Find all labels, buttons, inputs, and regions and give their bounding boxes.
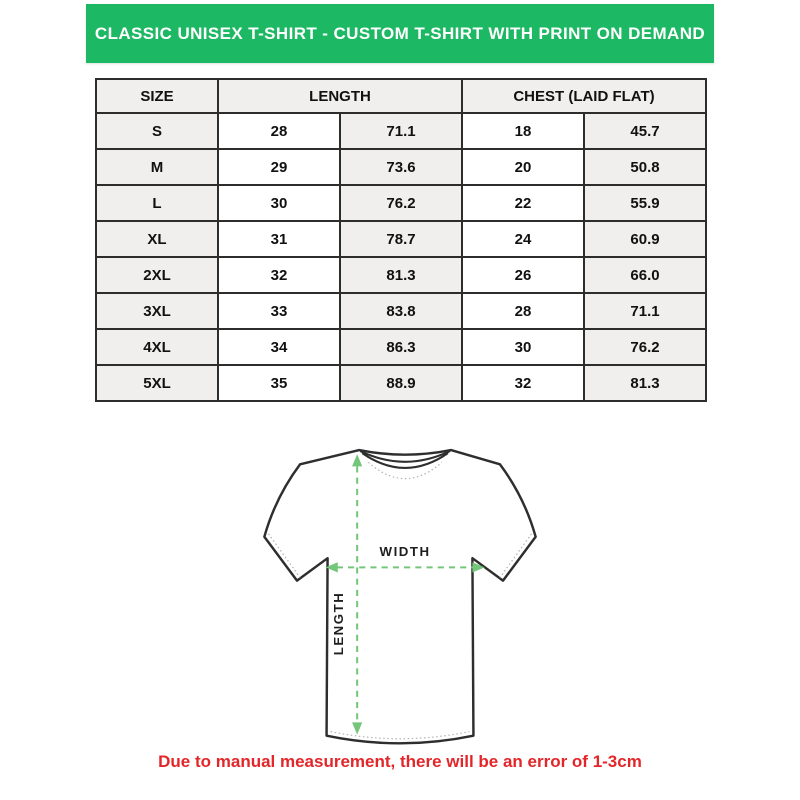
measurement-cell: 29: [218, 149, 340, 185]
col-header-length: LENGTH: [218, 79, 462, 113]
measurement-cell: 71.1: [584, 293, 706, 329]
size-cell: M: [96, 149, 218, 185]
col-header-chest: CHEST (LAID FLAT): [462, 79, 706, 113]
measurement-cell: 66.0: [584, 257, 706, 293]
measurement-cell: 50.8: [584, 149, 706, 185]
measurement-cell: 76.2: [340, 185, 462, 221]
table-row: [96, 149, 706, 185]
page-title: CLASSIC UNISEX T-SHIRT - CUSTOM T-SHIRT WITH PRINT ON DEMAND: [94, 23, 706, 43]
width-label: WIDTH: [379, 544, 431, 560]
tshirt-outline: [264, 450, 535, 743]
table-row: [96, 221, 706, 257]
measurement-cell: 28: [218, 113, 340, 149]
measurement-cell: 88.9: [340, 365, 462, 401]
measurement-cell: 30: [218, 185, 340, 221]
measurement-cell: 71.1: [340, 113, 462, 149]
measurement-cell: 35: [218, 365, 340, 401]
measurement-cell: 33: [218, 293, 340, 329]
size-cell: XL: [96, 221, 218, 257]
measurement-cell: 81.3: [340, 257, 462, 293]
table-row: [96, 113, 706, 149]
measurement-cell: 78.7: [340, 221, 462, 257]
measurement-cell: 26: [462, 257, 584, 293]
measurement-cell: 28: [462, 293, 584, 329]
length-label: LENGTH: [330, 591, 346, 656]
measurement-cell: 24: [462, 221, 584, 257]
measurement-cell: 32: [218, 257, 340, 293]
measurement-cell: 34: [218, 329, 340, 365]
disclaimer-text: Due to manual measurement, there will be an error of 1-3cm: [158, 752, 642, 771]
measurement-cell: 18: [462, 113, 584, 149]
size-table-header: [96, 79, 706, 113]
size-cell: 5XL: [96, 365, 218, 401]
tshirt-illustration: [252, 446, 548, 752]
measurement-cell: 73.6: [340, 149, 462, 185]
table-row: [96, 257, 706, 293]
size-cell: 3XL: [96, 293, 218, 329]
title-banner: [86, 4, 714, 63]
measurement-cell: 55.9: [584, 185, 706, 221]
disclaimer: [0, 752, 800, 772]
size-cell: 2XL: [96, 257, 218, 293]
size-cell: 4XL: [96, 329, 218, 365]
measurement-cell: 45.7: [584, 113, 706, 149]
size-cell: S: [96, 113, 218, 149]
measurement-cell: 32: [462, 365, 584, 401]
table-row: [96, 329, 706, 365]
tshirt-diagram: [252, 446, 548, 752]
col-header-size: SIZE: [96, 79, 218, 113]
table-row: [96, 293, 706, 329]
table-row: [96, 185, 706, 221]
measurement-cell: 22: [462, 185, 584, 221]
size-table-body: [96, 113, 706, 401]
measurement-cell: 83.8: [340, 293, 462, 329]
size-cell: L: [96, 185, 218, 221]
table-row: [96, 365, 706, 401]
measurement-cell: 30: [462, 329, 584, 365]
size-table: [95, 78, 707, 402]
measurement-cell: 86.3: [340, 329, 462, 365]
measurement-cell: 60.9: [584, 221, 706, 257]
measurement-cell: 31: [218, 221, 340, 257]
measurement-cell: 20: [462, 149, 584, 185]
measurement-cell: 76.2: [584, 329, 706, 365]
header-row: [96, 79, 706, 113]
measurement-cell: 81.3: [584, 365, 706, 401]
